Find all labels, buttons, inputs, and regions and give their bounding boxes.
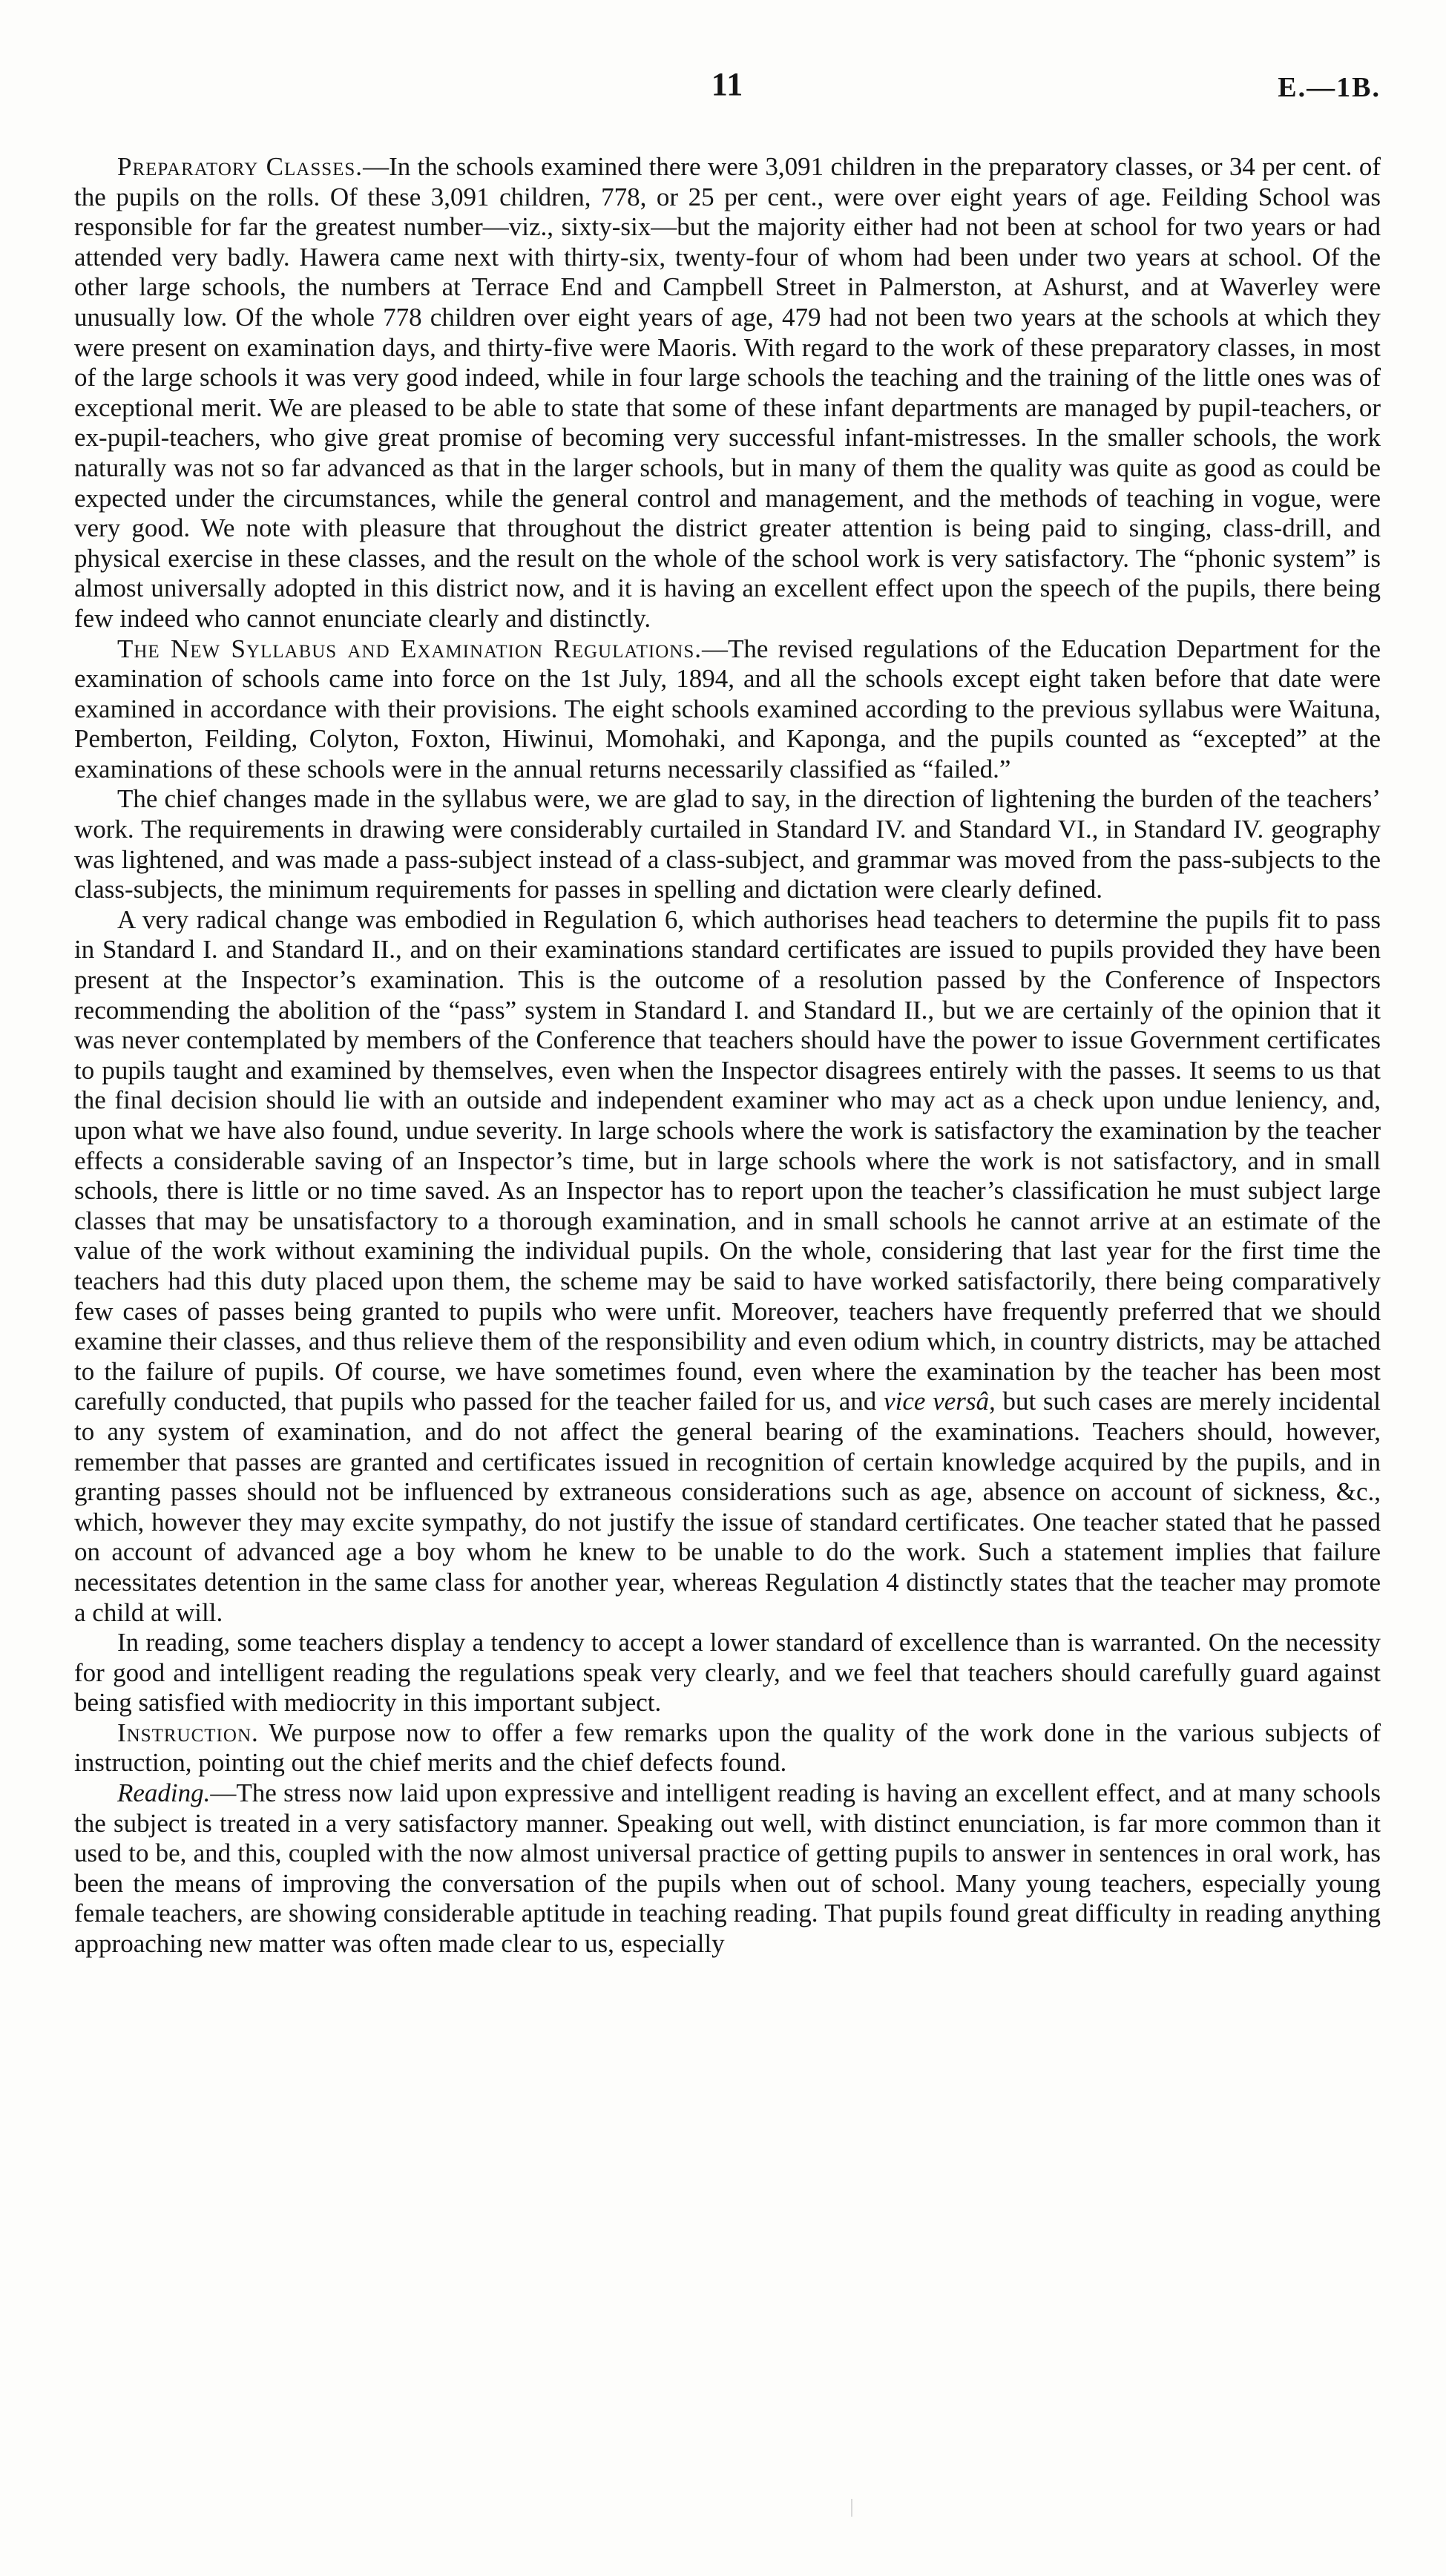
paragraph-new-syllabus [74, 634, 1381, 785]
paragraph-regulation-six [74, 905, 1381, 1628]
document-code: E.—1B. [1278, 72, 1381, 103]
italic-phrase: vice versâ, [884, 1387, 996, 1416]
section-heading-reading: Reading. [117, 1778, 211, 1808]
paragraph-text: —The stress now laid upon expressive and intelligent reading is having an excellent effect, and at many schools the subject is treated in a very satisfactory manner. Speaking out well, with distinct enunciation, is far more common than it used to be, and this, coupled with the now almost universal practice of getting pupils to answer in sentences in oral work, has been the means of improving the conversation of the pupils when out of school. Many young teachers, especially young female teachers, are showing considerable aptitude in teaching reading. That pupils found great difficulty in reading anything approaching new matter was often made clear to us, especially [74, 1778, 1381, 1959]
paragraph-instruction [74, 1718, 1381, 1778]
paragraph-syllabus-changes [74, 784, 1381, 904]
section-heading-instruction: Instruction. [117, 1718, 259, 1747]
paragraph-reading [74, 1778, 1381, 1959]
paragraph-text: We purpose now to offer a few remarks upon the quality of the work done in the various subjects of instruction, pointing out the chief merits and the chief defects found. [74, 1718, 1381, 1778]
scan-mark [851, 2499, 852, 2517]
body-text [74, 152, 1381, 1959]
page-header [74, 65, 1381, 117]
paragraph-text: —The revised regulations of the Education Department for the examination of schools came into force on the 1st July, 1894, and all the schools except eight taken before that date were examined in accordance with their provisions. The eight schools examined according to the previous syllabus were Waituna, Pemberton, Feilding, Colyton, Foxton, Hiwinui, Momohaki, and Kaponga, and the pupils counted as “excepted” at the examinations of these schools were in the annual returns necessarily classified as “failed.” [74, 634, 1381, 783]
paragraph-text: —In the schools examined there were 3,091 children in the preparatory classes, or 34 per cent. of the pupils on the rolls. Of these 3,091 children, 778, or 25 per cent., were over eight years of age. Feilding School was responsible for far the greatest number—viz., sixty-six—but the majority either had not been at school for two years or had attended very badly. Hawera came next with thirty-six, twenty-four of whom had been under two years at school. Of the other large schools, the numbers at Terrace End and Campbell Street in Palmerston, at Ashurst, and at Waverley were unusually low. Of the whole 778 children over eight years of age, 479 had not been two years at the schools at which they were present on examination days, and thirty-five were Maoris. With regard to the work of these preparatory classes, in most of the large schools it was very good indeed, while in four large schools the teaching and the training of the little ones was of exceptional merit. We are pleased to be able to state that some of these infant departments are managed by pupil-teachers, or ex-pupil-teachers, who give great promise of becoming very successful infant-mistresses. In the smaller schools, the work naturally was not so far advanced as that in the larger schools, but in many of them the quality was quite as good as could be expected under the circumstances, while the general control and management, and the methods of teaching in vogue, were very good. We note with pleasure that throughout the district greater attention is being paid to singing, class-drill, and physical exercise in these classes, and the result on the whole of the school work is very satisfactory. The “phonic system” is almost universally adopted in this district now, and it is having an excellent effect upon the speech of the pupils, there being few indeed who cannot enunciate clearly and distinctly. [74, 152, 1381, 633]
page-number: 11 [711, 66, 744, 102]
paragraph-preparatory-classes [74, 152, 1381, 634]
section-heading-new-syllabus: The New Syllabus and Examination Regulations. [117, 634, 702, 663]
paragraph-text: The chief changes made in the syllabus were, we are glad to say, in the direction of lightening the burden of the teachers’ work. The requirements in drawing were considerably curtailed in Standard IV. and Standard VI., in Standard IV. geography was lightened, and was made a pass-subject instead of a class-subject, and grammar was moved from the pass-subjects to the class-subjects, the minimum requirements for passes in spelling and dictation were clearly defined. [74, 784, 1381, 904]
paragraph-text: A very radical change was embodied in Regulation 6, which authorises head teachers to determine the pupils fit to pass in Standard I. and Standard II., and on their examinations standard certificates are issued to pupils provided they have been present at the Inspector’s examination. This is the outcome of a resolution passed by the Conference of Inspectors recommending the abolition of the “pass” system in Standard I. and Standard II., but we are certainly of the opinion that it was never contemplated by members of the Conference that teachers should have the power to issue Government certificates to pupils taught and examined by themselves, even when the Inspector disagrees entirely with the passes. It seems to us that the final decision should lie with an outside and independent examiner who may act as a check upon undue leniency, and, upon what we have also found, undue severity. In large schools where the work is satisfactory the examination by the teacher effects a considerable saving of an Inspector’s time, but in large schools where the work is not satisfactory, and in small schools, there is little or no time saved. As an Inspector has to report upon the teacher’s classification he must subject large classes that may be unsatisfactory to a thorough examination, and in small schools he cannot arrive at an estimate of the value of the work without examining the individual pupils. On the whole, considering that last year for the first time the teachers had this duty placed upon them, the scheme may be said to have worked satisfactorily, there being comparatively few cases of passes being granted to pupils who were unfit. Moreover, teachers have frequently preferred that we should examine their classes, and thus relieve them of the responsibility and even odium which, in country districts, may be attached to the failure of pupils. Of course, we have sometimes found, even where the examination by the teacher has been most carefully conducted, that pupils who passed for the teacher failed for us, and [74, 904, 1381, 1416]
paragraph-text: In reading, some teachers display a tendency to accept a lower standard of excellence than is warranted. On the necessity for good and intelligent reading the regulations speak very clearly, and we feel that teachers should carefully guard against being satisfied with mediocrity in this important subject. [74, 1628, 1381, 1718]
paragraph-reading-standard [74, 1628, 1381, 1718]
paragraph-text: but such cases are merely incidental to any system of examination, and do not affect the general bearing of the examinations. Teachers should, however, remember that passes are granted and certificates issued in recognition of certain knowledge acquired by the pupils, and in granting passes should not be influenced by extraneous considerations such as age, absence on account of sickness, &c., which, however they may excite sympathy, do not justify the issue of standard certificates. One teacher stated that he passed on account of advanced age a boy whom he knew to be unable to do the work. Such a statement implies that failure necessitates detention in the same class for another year, whereas Regulation 4 distinctly states that the teacher may promote a child at will. [74, 1387, 1381, 1627]
section-heading-preparatory-classes: Preparatory Classes. [117, 152, 364, 181]
